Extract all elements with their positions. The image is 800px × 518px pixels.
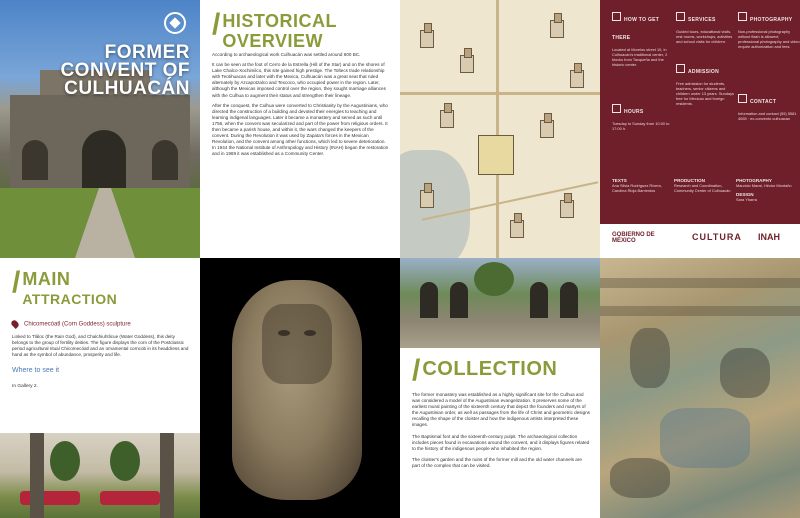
cloister-arch	[420, 282, 438, 318]
ornament-icon	[164, 12, 186, 34]
attraction-description: Linked to Tláloc (the Rain God), and Chalchiuhtlicue (Water Goddess), this deity belongs to the group of fertility deities. The figure displays the corn of the Postclassic period agricultural ritual Chicomecóatl and an ornamental corncob in its headdress and hand as the symbol of abundance, prosperity and life.	[12, 334, 189, 358]
mural-photo	[600, 258, 800, 518]
credits-texts: TEXTS Ana Silvia Rodríguez Rivera, Carolina Rioja Barrientos	[612, 178, 662, 193]
section-heading: / MAIN ATTRACTION	[12, 266, 118, 307]
map-church	[510, 220, 524, 238]
mural-band	[600, 306, 800, 316]
mural-figure	[610, 458, 670, 498]
map-church	[420, 30, 434, 48]
convent-side-arch	[22, 140, 48, 180]
mural-detail	[660, 408, 750, 468]
hours-block: HOURS Tuesday to Sunday from 10:00 to 17:00 h.	[612, 100, 674, 131]
map-church	[550, 20, 564, 38]
cultura-logo: CULTURA	[692, 232, 742, 242]
map-church	[460, 55, 474, 73]
mural-figure	[720, 348, 770, 398]
cover-photo	[0, 0, 200, 258]
convent-main-arch	[82, 130, 126, 190]
historical-overview-section	[200, 0, 400, 258]
where-to-see-label: Where to see it	[12, 367, 60, 375]
main-attraction-section	[0, 258, 200, 433]
location-icon	[612, 12, 621, 21]
cloister-arch	[560, 282, 578, 318]
clock-icon	[612, 104, 621, 113]
paragraph: The cloister's garden and the ruins of the former mill and the old water channels are part of the complex that can be visited.	[412, 456, 582, 468]
cloister-arch	[530, 282, 548, 318]
mural-band	[600, 278, 800, 288]
courtyard-photo	[0, 433, 200, 518]
map-road	[400, 92, 600, 95]
admission-block: ADMISSION Free admission for students, teachers, senior citizens and children under 13 years. Sundays free for Mexican and foreign residents.	[676, 60, 738, 106]
mural-figure	[630, 328, 670, 388]
map-road	[496, 0, 499, 258]
ticket-icon	[676, 64, 685, 73]
section-heading: / COLLECTION	[412, 354, 558, 387]
sculpture-photo	[200, 258, 400, 518]
gobierno-logo: GOBIERNO DE MÉXICO	[612, 232, 655, 244]
map-lake	[400, 150, 470, 258]
camera-icon	[738, 12, 747, 21]
building-icon	[676, 12, 685, 21]
inah-logo: INAH	[758, 232, 780, 242]
paragraph: It can be seen at the foot of Cerro de la Estrella (Hill of the Star) and on the shores of Lake Chalco-Xochimilco, this site gained high prestige. The Toltecs trade relationship with Teotihuacan and later with the Mexica, Culhuacán was a great seat that ruled alternately by Azcapotzalco and Texcoco, who occupied power in the region. Later, although the Mexicas imposed control over the region, they sought marriage alliances with the Culhua to augment their status and strengthen their lineage.	[212, 62, 386, 98]
attraction-location: Chicomecóatl (Corn Goddess) sculpture	[12, 320, 190, 328]
courtyard-tree	[110, 441, 140, 481]
paragraph: The former monastery was established as a highly significant site for the Culhua and was considered a model of the Augustinian evangelization. It preserves some of the earliest mural painting of the sixteenth century that depict the founders and martyrs of the Augustinian order, as well as passages from the life of Christ and geometric designs recalling the shape of the cloister and how the indigenous artists interpreted these images.	[412, 392, 590, 428]
brochure-title: FORMER CONVENT OF CULHUACÁN	[60, 42, 190, 99]
cloister-tree	[474, 262, 514, 296]
how-to-get-block: HOW TO GET THERE Located at Morelos street 10, in Culhuacán's traditional center, 2 blocks from Taxqueña and the historic center.	[612, 8, 674, 67]
map-church	[570, 70, 584, 88]
contact-block: CONTACT Information and contact (55) 5581 4065 · ex-convento culhuacan	[738, 90, 800, 121]
paragraph: The Baptismal font and the sixteenth-century pulpit. The archaeological collection includes pieces found in excavations around the convent, and it displays figures related to the history of the indigenous people who inhabited the region.	[412, 433, 590, 451]
gallery-location: In Gallery 2.	[12, 384, 38, 390]
slash-mark: /	[212, 8, 221, 41]
map-convent	[478, 135, 514, 175]
map-church	[540, 120, 554, 138]
credits-photography: PHOTOGRAPHY Mauricio Marat, Héctor Montaño DESIGN Sara Ybarra	[736, 178, 792, 202]
sculpture-eye	[278, 330, 290, 336]
map-church	[420, 190, 434, 208]
sculpture-eye	[304, 330, 316, 336]
map-church	[440, 110, 454, 128]
slash-mark: /	[12, 266, 21, 299]
paragraph: After the conquest, the Culhua were converted to Christianity by the Augustinians, who directed the construction of a building and devoted their energies to teaching and learning indigenal languages. Later it became a monastery and served as such until 1756, when the convent was secularized and part of the power from religious orders. It then became a parish house, and within it, the wars changed the keepers of the convent. During the Revolution it was used by Zapata's forces in the Mexican Revolution, and the convent among other functions, which led to severe deterioration. In 1944 the National Institute of Anthropology and History (INAH) began the restoration and in 1969 it was established as a Community Center.	[212, 102, 389, 157]
sculpture-face	[262, 304, 332, 384]
paragraph: According to archaeological work Culhuacán was settled around 600 BC.	[212, 52, 361, 57]
slash-mark: /	[412, 354, 421, 387]
phone-icon	[738, 94, 747, 103]
convent-side-arch	[152, 140, 178, 180]
flower-bed	[20, 491, 80, 505]
column	[160, 433, 174, 518]
services-block: SERVICES Guided tours, educational visits, rest rooms, workshops, activities and school visits for children.	[676, 8, 738, 44]
map-church	[560, 200, 574, 218]
collection-section	[400, 348, 600, 518]
courtyard-tree	[50, 441, 80, 481]
photography-block: PHOTOGRAPHY Non-professional photography without flash is allowed; professional photography and video require authorization and fees.	[738, 8, 800, 49]
map-pin-icon	[10, 319, 20, 329]
historical-map	[400, 0, 600, 258]
section-heading: / HISTORICAL OVERVIEW	[212, 8, 338, 51]
cloister-arch	[450, 282, 468, 318]
column	[30, 433, 44, 518]
credits-production: PRODUCTION Research and Coordination, Community Center of Culhuacán	[674, 178, 731, 193]
visitor-info-panel	[600, 0, 800, 258]
flower-bed	[100, 491, 160, 505]
cloister-photo	[400, 258, 600, 348]
